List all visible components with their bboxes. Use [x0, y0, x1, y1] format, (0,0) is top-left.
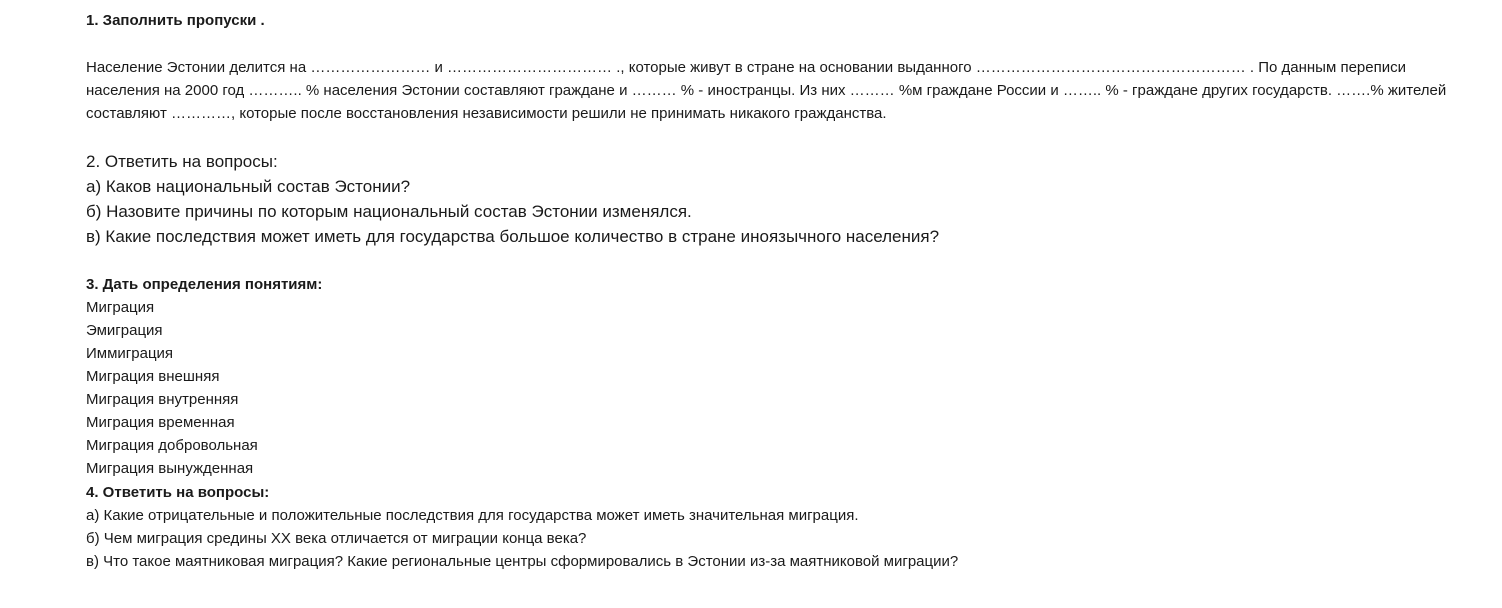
section-2	[86, 149, 939, 249]
term-item: Миграция вынужденная	[86, 460, 254, 477]
section-2-title: 2. Ответить на вопросы:	[86, 152, 278, 171]
term-item: Эмиграция	[86, 322, 163, 339]
section-1-fill-in-paragraph: Население Эстонии делится на …………………… и …………………………… ., которые живут в стране на основании выданного ……………………………………………… . По данным переписи населения на 2000 год ……….. % населения Эстонии составляют граждане и ……… % - иностранцы. Из них ……… %м граждане России и …….. % - граждане других государств. …….% жителей составляют …………, которые после восстановления независимости решили не принимать никакого гражданства.	[86, 59, 1447, 122]
section-4-title: 4. Ответить на вопросы:	[86, 484, 270, 501]
question-item: в) Что такое маятниковая миграция? Какие региональные центры сформировались в Эстонии из-за маятниковой миграции?	[86, 553, 959, 570]
question-item: а) Каков национальный состав Эстонии?	[86, 177, 411, 196]
term-item: Миграция временная	[86, 414, 235, 431]
term-item: Миграция внешняя	[86, 368, 220, 385]
section-3-title: 3. Дать определения понятиям:	[86, 276, 323, 293]
section-4	[86, 481, 958, 573]
section-3	[86, 273, 322, 480]
question-item: в) Какие последствия может иметь для государства большое количество в стране иноязычного населения?	[86, 227, 940, 246]
question-item: б) Назовите причины по которым национальный состав Эстонии изменялся.	[86, 202, 692, 221]
question-item: б) Чем миграция средины XX века отличается от миграции конца века?	[86, 530, 587, 547]
term-item: Миграция	[86, 299, 155, 316]
term-item: Миграция внутренняя	[86, 391, 239, 408]
term-item: Иммиграция	[86, 345, 174, 362]
question-item: а) Какие отрицательные и положительные последствия для государства может иметь значительная миграция.	[86, 507, 859, 524]
section-1-title: 1. Заполнить пропуски .	[86, 12, 265, 29]
term-item: Миграция добровольная	[86, 437, 258, 454]
